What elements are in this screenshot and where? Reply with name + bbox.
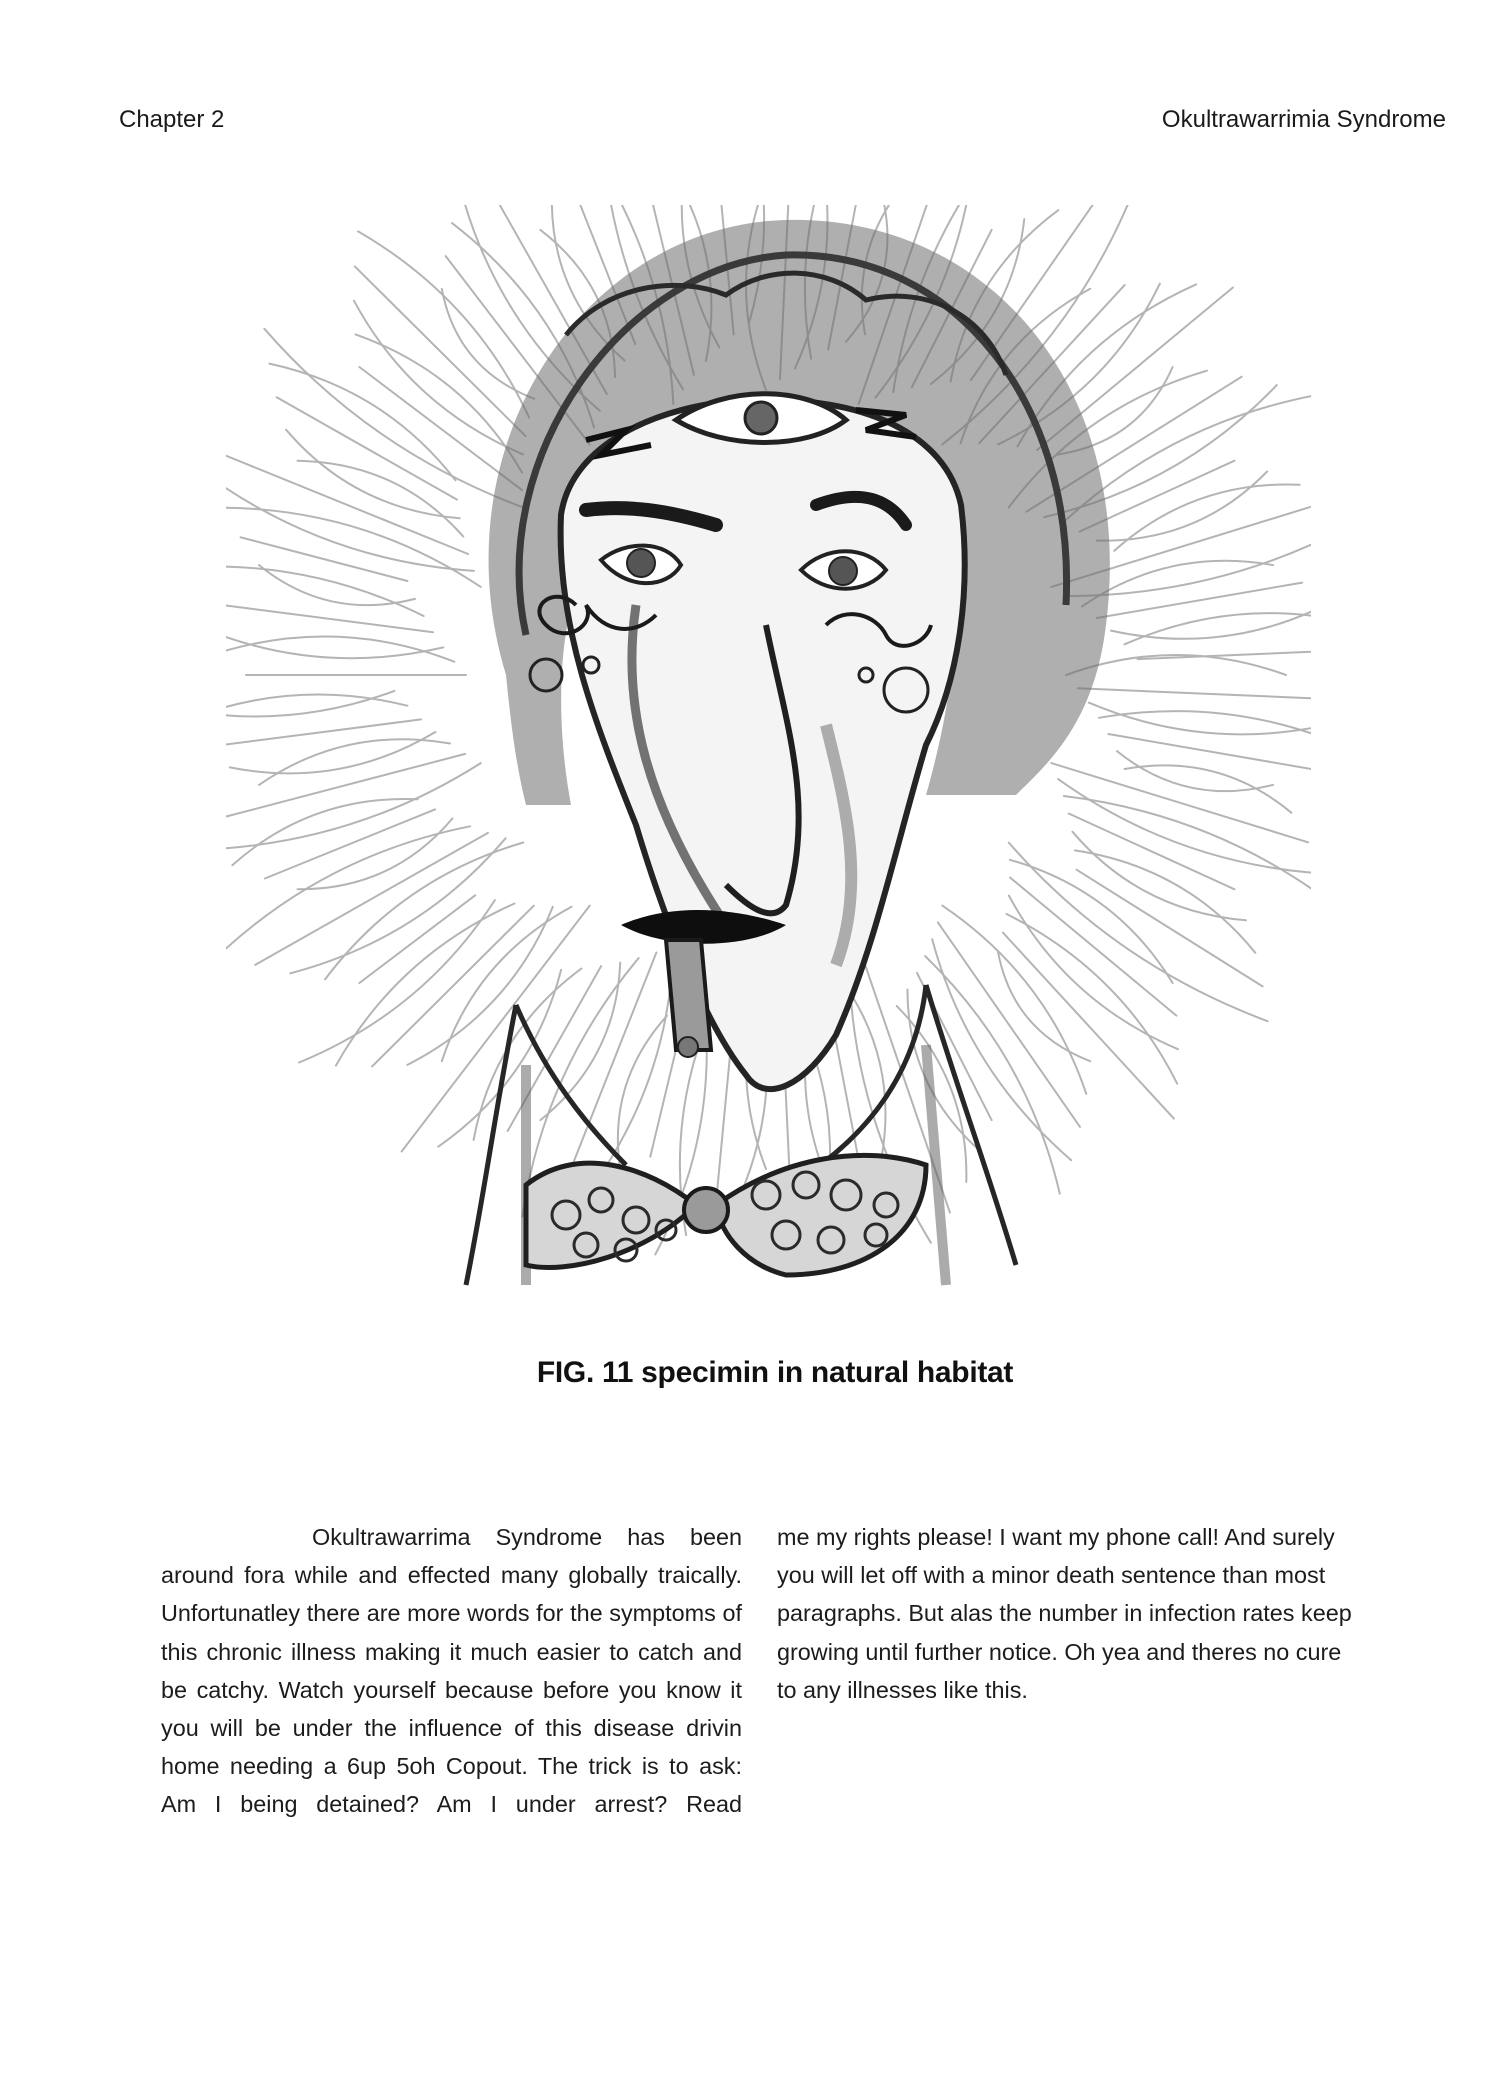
body-paragraph-right: me my rights please! I want my phone call! And surely you will let off with a minor death sentence than most paragraphs. But alas the number in infection rates keep growing until further notice. Oh yea and theres no cure to any illnesses like this. xyxy=(777,1524,1352,1703)
body-paragraph-left: Okultrawarrima Syndrome has been around fora while and effected many globally traically. Unfortunatley there are more words for the symptoms of this chronic illness making it much easier to catch and be catchy. Watch yourself because before you know it you will be under the influence of this disease drivin home needing a 6up 5oh Copout. The trick is to ask: Am I being detained? Am I under arrest? Read xyxy=(161,1524,742,1818)
body-column-left xyxy=(161,1518,742,1824)
pencil-stroke xyxy=(1138,649,1311,660)
figure-illustration xyxy=(226,205,1311,1300)
pencil-stroke xyxy=(230,732,436,773)
pencil-stroke xyxy=(226,694,407,725)
pencil-stroke xyxy=(265,809,435,878)
pencil-stroke xyxy=(226,476,474,571)
pencil-stroke xyxy=(359,895,475,983)
pencil-stroke xyxy=(1089,703,1311,735)
pencil-stroke xyxy=(1051,763,1308,842)
running-header-chapter: Chapter 2 xyxy=(119,106,225,133)
pencil-stroke xyxy=(1108,734,1311,780)
pencil-stroke xyxy=(1003,933,1174,1119)
pencil-stroke xyxy=(1009,843,1268,1022)
pencil-stroke xyxy=(241,537,408,581)
pencil-stroke xyxy=(1125,613,1311,644)
pencil-stroke xyxy=(226,444,468,555)
pencil-stroke xyxy=(1069,814,1235,890)
running-header-title: Okultrawarrimia Syndrome xyxy=(1161,106,1446,133)
pencil-stroke xyxy=(226,719,421,747)
pencil-stroke xyxy=(358,231,529,417)
pencil-stroke xyxy=(1078,688,1311,698)
pencil-portrait-drawing xyxy=(226,205,1311,1300)
body-column-right xyxy=(777,1518,1358,1709)
pencil-stroke xyxy=(259,739,450,785)
pencil-stroke xyxy=(1064,796,1311,907)
pencil-stroke xyxy=(359,367,522,490)
pencil-stroke xyxy=(442,289,534,399)
pencil-stroke xyxy=(226,599,433,632)
pencil-stroke xyxy=(1077,870,1263,987)
figure-caption: FIG. 11 specimin in natural habitat xyxy=(536,1356,1014,1389)
pencil-stroke xyxy=(442,907,572,1061)
pencil-stroke xyxy=(1111,602,1311,638)
pencil-stroke xyxy=(226,508,481,587)
